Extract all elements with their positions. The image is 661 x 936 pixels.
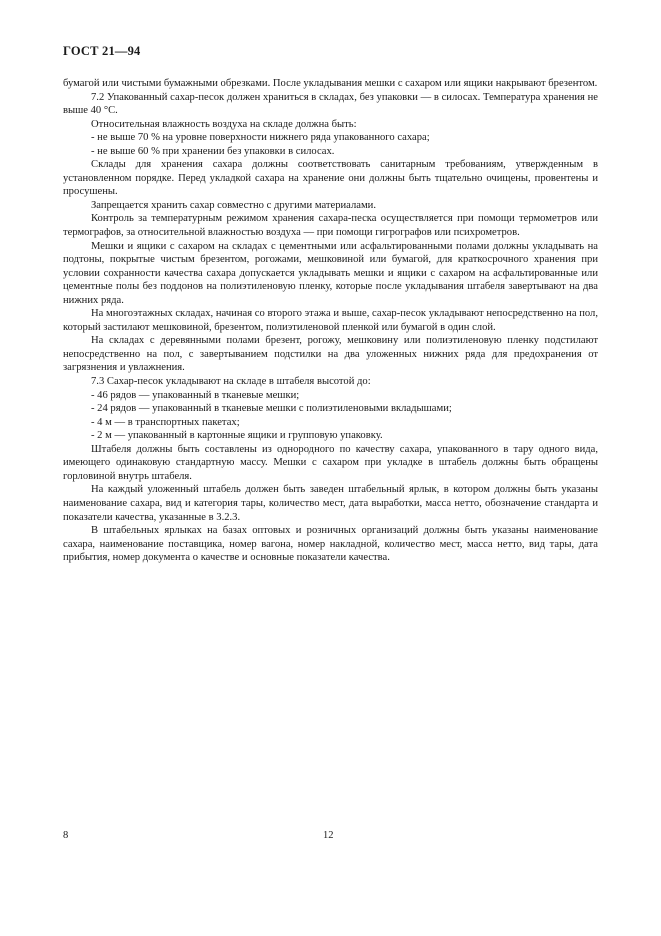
paragraph: - 4 м — в транспортных пакетах; — [91, 416, 240, 428]
paragraph: Запрещается хранить сахар совместно с другими материалами. — [91, 199, 376, 211]
paragraph: Склады для хранения сахара должны соответствовать санитарным требованиям, утвержденным в установленном порядке. Перед укладкой сахара на хранение они должны быть тщательно очищены, провентены и просушены. — [63, 159, 598, 198]
document-body — [63, 77, 598, 565]
paragraph: На многоэтажных складах, начиная со второго этажа и выше, сахар-песок укладывают непосредственно на пол, который застилают мешковиной, брезентом, полиэтиленовой пленкой или бумагой в один слой. — [63, 308, 598, 333]
paragraph: На складах с деревянными полами брезент, рогожу, мешковину или полиэтиленовую пленку подстилают непосредственно на пол, с завертыванием подстилки на два уложенных нижних ряда для предохранения от загрязнения и увлажнения. — [63, 335, 598, 374]
paragraph: - 46 рядов — упакованный в тканевые мешки; — [91, 389, 300, 401]
paragraph: Штабеля должны быть составлены из однородного по качеству сахара, упакованного в тару одного вида, имеющего одинаковую стандартную массу. Мешки с сахаром при укладке в штабель должны быть обращены горловиной внутрь штабеля. — [63, 443, 598, 482]
paragraph: бумагой или чистыми бумажными обрезками. После укладывания мешки с сахаром или ящики накрывают брезентом. — [63, 78, 598, 89]
paragraph: 7.2 Упакованный сахар-песок должен храниться в складах, без упаковки — в силосах. Температура хранения не выше 40 °С. — [63, 91, 598, 117]
paragraph: Мешки и ящики с сахаром на складах с цементными или асфальтированными полами должны укладывать на подтоны, покрытые чистым брезентом, рогожами, мешковиной или бумагой, для краткосрочного хранения при условии сохранности качества сахара допускается укладывать мешки и ящики с сахаром на асфальтированные или цементные полы без поддонов на полиэтиленовую пленку, которые после укладывания штабеля завертывают на два нижних ряда. — [63, 240, 598, 306]
paragraph: - не выше 70 % на уровне поверхности нижнего ряда упакованного сахара; — [91, 132, 430, 144]
paragraph: - 24 рядов — упакованный в тканевые мешки с полиэтиленовыми вкладышами; — [91, 403, 452, 415]
page-number-center: 12 — [323, 830, 334, 841]
paragraph: На каждый уложенный штабель должен быть заведен штабельный ярлык, в котором должны быть указаны наименование сахара, вид и категория тары, количество мест, дата выработки, масса нетто, обозначение стандарта и показатели качества, указанные в 3.2.3. — [63, 484, 598, 523]
paragraph: Контроль за температурным режимом хранения сахара-песка осуществляется при помощи термометров или термографов, за относительной влажностью воздуха — при помощи гигрографов или психрометров. — [63, 213, 598, 239]
page-number-left: 8 — [63, 830, 69, 841]
paragraph: Относительная влажность воздуха на складе должна быть: — [91, 118, 357, 130]
paragraph: В штабельных ярлыках на базах оптовых и розничных организаций должны быть указаны наименование сахара, наименование поставщика, номер вагона, номер накладной, количество мест, масса нетто, вид тары, дата прибытия, номер документа о качестве и основные показатели качества. — [63, 525, 598, 564]
paragraph: - не выше 60 % при хранении без упаковки в силосах. — [91, 145, 335, 157]
document-header: ГОСТ 21—94 — [63, 44, 141, 58]
paragraph: 7.3 Сахар-песок укладывают на складе в штабеля высотой до: — [91, 376, 371, 388]
paragraph: - 2 м — упакованный в картонные ящики и групповую упаковку. — [91, 430, 383, 442]
